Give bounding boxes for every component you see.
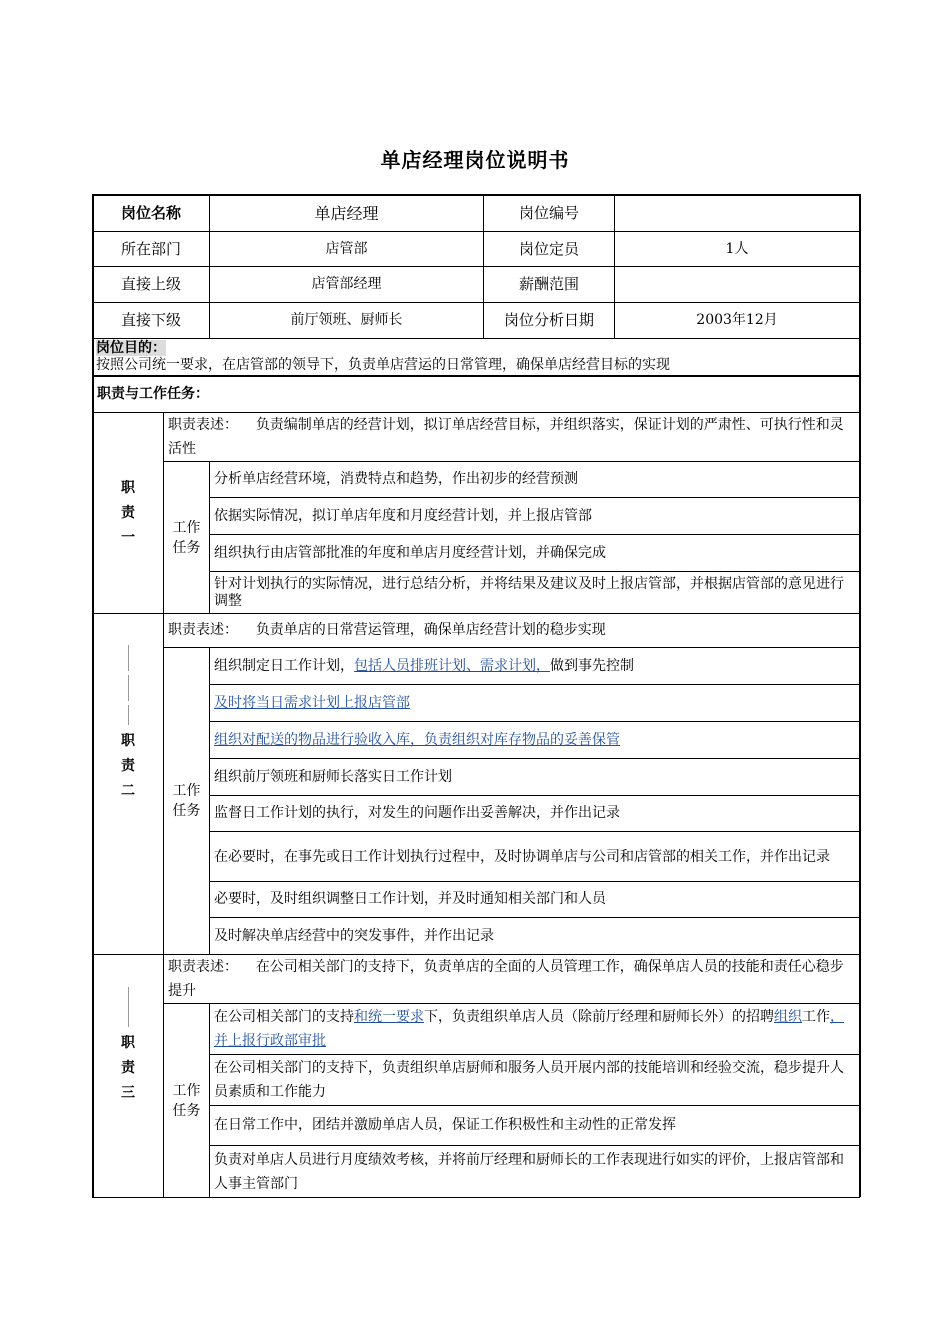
task-link[interactable]: 及时将当日需求计划上报店管部 bbox=[214, 694, 411, 711]
task-text: 工作 bbox=[802, 1009, 831, 1025]
salary-label: 薪酬范围 bbox=[484, 267, 615, 303]
duty-2-desc-row bbox=[93, 614, 860, 648]
duty-3-task-label: 工作 任务 bbox=[164, 1004, 210, 1198]
task-link[interactable]: 组织对配送的物品进行验收入库，负责组织对库存物品的妥善保管 bbox=[214, 731, 621, 748]
desc-prefix: 职责表述： bbox=[168, 622, 238, 638]
duty-2-char: 职 bbox=[121, 732, 135, 749]
post-no-label: 岗位编号 bbox=[484, 195, 615, 232]
duty-1-label bbox=[93, 413, 164, 614]
duty-2-task-1 bbox=[210, 648, 860, 685]
purpose-text: 按照公司统一要求，在店管部的领导下，负责单店营运的日常管理，确保单店经营目标的实现 bbox=[96, 356, 670, 373]
duty-2-char: 责 bbox=[121, 757, 135, 774]
duty-3-task-2: 在公司相关部门的支持下，负责组织单店厨师和服务人员开展内部的技能培训和经验交流，稳步提升人员素质和工作能力 bbox=[210, 1055, 860, 1106]
divider bbox=[128, 675, 129, 701]
duty-1-desc-text: 负责编制单店的经营计划，拟订单店经营目标，并组织落实，保证计划的严肃性、可执行性和灵活性 bbox=[168, 417, 844, 457]
task-text: 下，负责组织单店人员（除前厅经理和厨师长外）的招聘 bbox=[424, 1009, 775, 1025]
duty-1-task-4: 针对计划执行的实际情况，进行总结分析，并将结果及建议及时上报店管部，并根据店管部的意见进行调整 bbox=[210, 572, 860, 614]
staffing-label: 岗位定员 bbox=[484, 232, 615, 267]
divider bbox=[128, 987, 129, 1027]
post-no-value bbox=[615, 195, 860, 232]
duty-2-desc-text: 负责单店的日常营运管理，确保单店经营计划的稳步实现 bbox=[255, 622, 606, 638]
post-name-value: 单店经理 bbox=[210, 195, 484, 232]
duty-3-char: 三 bbox=[121, 1084, 135, 1101]
duty-2-task-8: 及时解决单店经营中的突发事件，并作出记录 bbox=[210, 918, 860, 955]
task-link[interactable]: 和统一要求 bbox=[354, 1009, 425, 1025]
superior-value: 店管部经理 bbox=[210, 267, 484, 303]
duty-1-char: 责 bbox=[121, 504, 135, 521]
subordinate-value: 前厅领班、厨师长 bbox=[210, 303, 484, 339]
info-row bbox=[93, 195, 860, 232]
info-row bbox=[93, 267, 860, 303]
task-row bbox=[93, 648, 860, 685]
task-text: 做到事先控制 bbox=[550, 657, 635, 674]
desc-prefix: 职责表述： bbox=[168, 959, 238, 975]
superior-label: 直接上级 bbox=[93, 267, 210, 303]
duty-2-task-label: 工作 任务 bbox=[164, 648, 210, 955]
info-row bbox=[93, 303, 860, 339]
duty-3-label bbox=[93, 955, 164, 1198]
duty-1-desc bbox=[164, 413, 860, 462]
task-row bbox=[93, 462, 860, 498]
task-row bbox=[93, 1004, 860, 1055]
duties-header: 职责与工作任务： bbox=[97, 385, 209, 402]
duty-2-task-2 bbox=[210, 685, 860, 722]
info-row bbox=[93, 232, 860, 267]
duty-1-task-label: 工作 任务 bbox=[164, 462, 210, 614]
dept-label: 所在部门 bbox=[93, 232, 210, 267]
duty-3-desc-text: 在公司相关部门的支持下，负责单店的全面的人员管理工作，确保单店人员的技能和责任心稳步提升 bbox=[168, 959, 844, 999]
page-title: 单店经理岗位说明书 bbox=[380, 148, 570, 172]
purpose-row bbox=[93, 339, 860, 376]
subordinate-label: 直接下级 bbox=[93, 303, 210, 339]
duty-2-label bbox=[93, 614, 164, 955]
duty-2-task-7: 必要时，及时组织调整日工作计划，并及时通知相关部门和人员 bbox=[210, 882, 860, 918]
duty-3-task-3: 在日常工作中，团结并激励单店人员，保证工作积极性和主动性的正常发挥 bbox=[210, 1106, 860, 1146]
duty-2-char: 二 bbox=[121, 782, 135, 799]
duty-1-task-1: 分析单店经营环境，消费特点和趋势，作出初步的经营预测 bbox=[210, 462, 860, 498]
duty-2-desc bbox=[164, 614, 860, 648]
duty-3-desc bbox=[164, 955, 860, 1004]
duty-1-task-3: 组织执行由店管部批准的年度和单店月度经营计划，并确保完成 bbox=[210, 535, 860, 572]
task-link[interactable]: ，并上报行政部审批 bbox=[214, 1009, 845, 1049]
duty-2-task-4: 组织前厅领班和厨师长落实日工作计划 bbox=[210, 759, 860, 796]
duty-2-task-3 bbox=[210, 722, 860, 759]
duty-1-task-2: 依据实际情况，拟订单店年度和月度经营计划，并上报店管部 bbox=[210, 498, 860, 535]
desc-prefix: 职责表述： bbox=[168, 417, 238, 433]
duty-3-desc-row bbox=[93, 955, 860, 1004]
divider bbox=[128, 645, 129, 671]
duty-1-desc-row bbox=[93, 413, 860, 462]
duty-1-char: 一 bbox=[121, 529, 135, 546]
duty-2-task-5: 监督日工作计划的执行，对发生的问题作出妥善解决，并作出记录 bbox=[210, 796, 860, 832]
task-text: 在公司相关部门的支持 bbox=[214, 1009, 355, 1025]
dept-value: 店管部 bbox=[210, 232, 484, 267]
divider bbox=[128, 705, 129, 725]
purpose-label: 岗位目的： bbox=[96, 339, 166, 356]
task-link[interactable]: 组织 bbox=[774, 1009, 803, 1025]
duty-3-char: 责 bbox=[121, 1059, 135, 1076]
duty-2-task-6: 在必要时，在事先或日工作计划执行过程中，及时协调单店与公司和店管部的相关工作，并作出记录 bbox=[210, 832, 860, 882]
salary-value bbox=[615, 267, 860, 303]
date-label: 岗位分析日期 bbox=[484, 303, 615, 339]
staffing-value: 1人 bbox=[615, 232, 860, 267]
job-description-table bbox=[92, 194, 860, 1198]
duty-3-task-1 bbox=[210, 1004, 860, 1055]
task-text: 组织制定日工作计划， bbox=[214, 657, 355, 674]
duty-1-char: 职 bbox=[121, 479, 135, 496]
post-name-label: 岗位名称 bbox=[93, 195, 210, 232]
duty-3-task-4: 负责对单店人员进行月度绩效考核，并将前厅经理和厨师长的工作表现进行如实的评价，上报店管部和人事主管部门 bbox=[210, 1146, 860, 1198]
task-link[interactable]: 包括人员排班计划、需求计划， bbox=[354, 657, 551, 674]
date-value: 2003年12月 bbox=[615, 303, 860, 339]
duty-3-char: 职 bbox=[121, 1034, 135, 1051]
duties-header-row bbox=[93, 376, 860, 413]
